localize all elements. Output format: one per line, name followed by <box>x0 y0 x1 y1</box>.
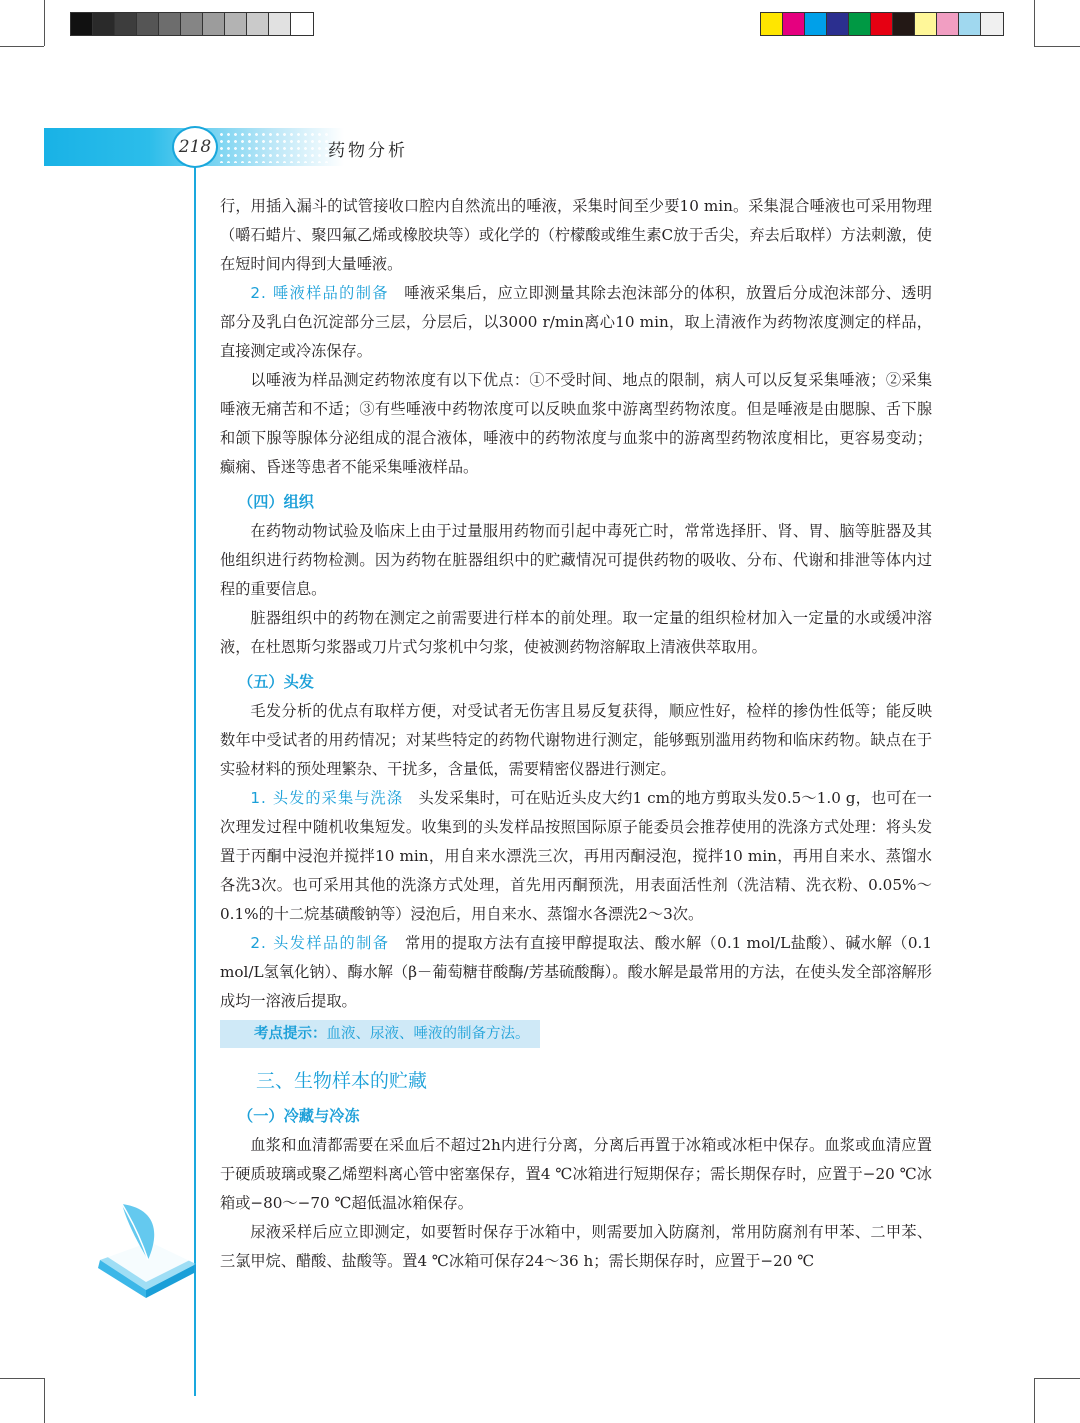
paragraph: 在药物动物试验及临床上由于过量服用药物而引起中毒死亡时，常常选择肝、肾、胃、脑等脏器及其他组织进行药物检测。因为药物在脏器组织中的贮藏情况可提供药物的吸收、分布、代谢和排泄等体内过程的重要信息。 <box>220 522 932 598</box>
crop-mark <box>0 1378 44 1379</box>
paragraph: 行，用插入漏斗的试管接收口腔内自然流出的唾液，采集时间至少要10 min。采集混合唾液也可采用物理（嚼石蜡片、聚四氟乙烯或橡胶块等）或化学的（柠檬酸或维生素C放于舌尖，弃去后取样）方法刺激，使在短时间内得到大量唾液。 <box>220 197 932 273</box>
paragraph <box>220 929 932 1016</box>
crop-mark <box>1034 1378 1035 1423</box>
color-swatch <box>93 13 115 35</box>
crop-mark <box>0 46 44 47</box>
header-dot-pattern <box>218 131 328 163</box>
paragraph-text: 常用的提取方法有直接甲醇提取法、酸水解（0.1 mol/L盐酸）、碱水解（0.1 mol/L氢氧化钠）、酶水解（β－葡萄糖苷酸酶/芳基硫酸酶）。酸水解是最常用的方法，在使头发全部溶解形成均一溶液后提取。 <box>220 934 932 1010</box>
tip-label: 考点提示： <box>254 1026 327 1042</box>
color-swatch <box>937 13 959 35</box>
color-swatch <box>71 13 93 35</box>
item-heading: 2. 头发样品的制备 <box>250 934 390 952</box>
crop-mark <box>44 0 45 46</box>
crop-mark <box>1034 1378 1080 1379</box>
color-swatch <box>783 13 805 35</box>
color-swatch <box>137 13 159 35</box>
color-swatch <box>893 13 915 35</box>
paragraph: 毛发分析的优点有取样方便，对受试者无伤害且易反复获得，顺应性好，检样的掺伪性低等；能反映数年中受试者的用药情况；对某些特定的药物代谢物进行测定，能够甄别滥用药物和临床药物。缺点在于实验材料的预处理繁杂、干扰多，含量低，需要精密仪器进行测定。 <box>220 702 932 778</box>
paragraph-text: 头发采集时，可在贴近头皮大约1 cm的地方剪取头发0.5～1.0 g，也可在一次理发过程中随机收集短发。收集到的头发样品按照国际原子能委员会推荐使用的洗涤方式处理：将头发置于丙酮中浸泡并搅拌10 min，用自来水漂洗三次，再用丙酮浸泡，搅拌10 min，再用自来水、蒸馏水各洗3次。也可采用其他的洗涤方式处理，首先用丙酮预洗，用表面活性剂（洗洁精、洗衣粉、0.05%～0.1%的十二烷基磺酸钠等）浸泡后，用自来水、蒸馏水各漂洗2～3次。 <box>220 789 932 923</box>
color-swatch <box>115 13 137 35</box>
paragraph: 血浆和血清都需要在采血后不超过2h内进行分离，分离后再置于冰箱或冰柜中保存。血浆或血清应置于硬质玻璃或聚乙烯塑料离心管中密塞保存，置4 ℃冰箱进行短期保存；需长期保存时，应置于−20 ℃冰箱或−80～−70 ℃超低温冰箱保存。 <box>220 1136 932 1212</box>
color-swatch <box>805 13 827 35</box>
paragraph-text: 唾液采集后，应立即测量其除去泡沫部分的体积，放置后分成泡沫部分、透明部分及乳白色沉淀部分三层，分层后，以3000 r/min离心10 min，取上清液作为药物浓度测定的样品，直接测定或冷冻保存。 <box>220 284 932 360</box>
paragraph: 以唾液为样品测定药物浓度有以下优点：①不受时间、地点的限制，病人可以反复采集唾液；②采集唾液无痛苦和不适；③有些唾液中药物浓度可以反映血浆中游离型药物浓度。但是唾液是由腮腺、舌下腺和颌下腺等腺体分泌组成的混合液体，唾液中的药物浓度与血浆中的游离型药物浓度相比，更容易变动；癫痫、昏迷等患者不能采集唾液样品。 <box>220 371 932 476</box>
color-swatch <box>871 13 893 35</box>
color-swatch <box>225 13 247 35</box>
tip-text: 血液、尿液、唾液的制备方法。 <box>326 1026 530 1042</box>
paragraph <box>220 784 932 929</box>
book-title: 药物分析 <box>328 141 408 161</box>
gray-calibration-bar <box>70 12 314 36</box>
color-swatch <box>827 13 849 35</box>
color-swatch <box>915 13 937 35</box>
item-heading: 1. 头发的采集与洗涤 <box>250 789 404 807</box>
subsection-heading: （四）组织 <box>238 493 314 511</box>
color-swatch <box>981 13 1003 35</box>
color-swatch <box>203 13 225 35</box>
color-swatch <box>849 13 871 35</box>
book-quill-icon <box>92 1198 202 1308</box>
color-swatch <box>291 13 313 35</box>
paragraph: 尿液采样后应立即测定，如要暂时保存于冰箱中，则需要加入防腐剂，常用防腐剂有甲苯、二甲苯、三氯甲烷、醋酸、盐酸等。置4 ℃冰箱可保存24～36 h；需长期保存时，应置于−20 ℃ <box>220 1223 932 1270</box>
color-swatch <box>959 13 981 35</box>
crop-mark <box>1034 0 1035 46</box>
page-number: 218 <box>172 126 218 168</box>
item-heading: 2. 唾液样品的制备 <box>250 284 389 302</box>
color-swatch <box>761 13 783 35</box>
color-swatch <box>159 13 181 35</box>
color-swatch <box>269 13 291 35</box>
subsection-heading: （一）冷藏与冷冻 <box>238 1107 360 1125</box>
crop-mark <box>1034 46 1080 47</box>
page-body <box>220 192 932 1276</box>
color-swatch <box>181 13 203 35</box>
subsection-heading: （五）头发 <box>238 673 314 691</box>
color-calibration-bar <box>760 12 1004 36</box>
key-point-tip <box>220 1020 540 1048</box>
paragraph: 脏器组织中的药物在测定之前需要进行样本的前处理。取一定量的组织检材加入一定量的水或缓冲溶液，在杜恩斯匀浆器或刀片式匀浆机中匀浆，使被测药物溶解取上清液供萃取用。 <box>220 609 932 656</box>
color-swatch <box>247 13 269 35</box>
paragraph <box>220 279 932 366</box>
crop-mark <box>44 1378 45 1423</box>
section-heading: 三、生物样本的贮藏 <box>256 1070 428 1092</box>
